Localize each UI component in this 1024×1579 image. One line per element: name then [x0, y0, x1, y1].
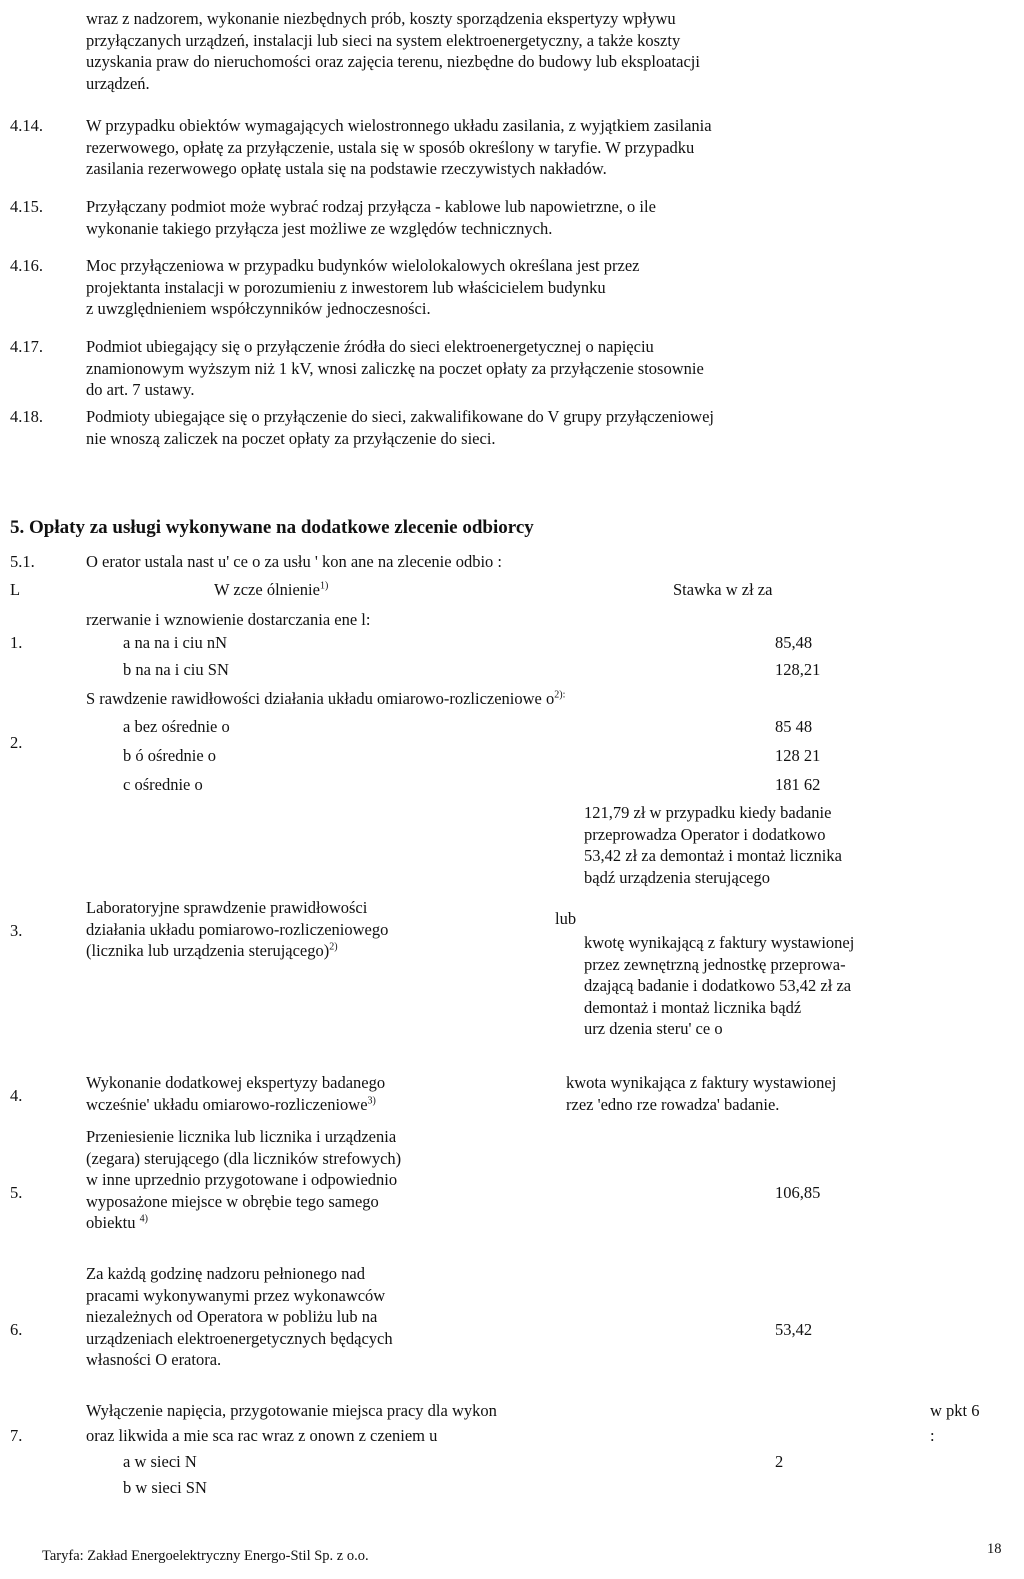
row-value: 106,85: [775, 1183, 821, 1202]
clause-line: z uwzględnieniem współczynników jednoczesności.: [86, 299, 431, 318]
intro-line: wraz z nadzorem, wykonanie niezbędnych prób, koszty sporządzenia ekspertyzy wpływu: [86, 9, 676, 28]
footnote-ref: 2): [329, 941, 338, 953]
subitem-value: 128 21: [775, 746, 821, 765]
subitem-value: 85,48: [775, 633, 813, 652]
subitem-label: b w sieci SN: [123, 1478, 207, 1497]
clause-line: projektanta instalacji w porozumieniu z inwestorem lub właścicielem budynku: [86, 277, 606, 297]
clause-number: 4.16.: [10, 256, 43, 275]
clause-line: rezerwowego, opłatę za przyłączenie, ustala się w sposób określony w taryfie. W przypadku: [86, 137, 695, 157]
page-number: 18: [987, 1541, 1002, 1557]
subitem-label: c ośrednie o: [123, 775, 203, 794]
subitem-value: 128,21: [775, 660, 821, 679]
section-5-heading: 5. Opłaty za usługi wykonywane na dodatkowe zlecenie odbiorcy: [10, 517, 534, 538]
subitem-label: a w sieci N: [123, 1452, 197, 1471]
clause-line: nie wnoszą zaliczek na poczet opłaty za przyłączenie do sieci.: [86, 428, 496, 448]
clause-line: wykonanie takiego przyłącza jest możliwe ze względów technicznych.: [86, 218, 553, 238]
footnote-ref: 2):: [554, 689, 566, 701]
clause-number: 4.17.: [10, 337, 43, 356]
row-title-colon: :: [930, 1426, 935, 1445]
row-title: rzerwanie i wznowienie dostarczania ene l:: [86, 610, 371, 629]
row-title: Wyłączenie napięcia, przygotowanie miejsca pracy dla wykon: [86, 1401, 497, 1420]
footnote-ref: 1): [319, 580, 329, 592]
clause-line: Moc przyłączeniowa w przypadku budynków wielolokalowych określana jest przez: [86, 256, 640, 275]
intro-line: przyłączanych urządzeń, instalacji lub sieci na system elektroenergetyczny, a także koszty: [86, 30, 681, 50]
row-number: 2.: [10, 733, 23, 752]
footnote-ref: 4): [139, 1213, 148, 1225]
clause-line: Podmiot ubiegający się o przyłączenie źródła do sieci elektroenergetycznej o napięciu: [86, 337, 654, 356]
intro-line: uzyskania praw do nieruchomości oraz zajęcia terenu, niezbędne do budowy lub eksploatacji: [86, 52, 700, 71]
clause-5-1-text: O erator ustala nast u' ce o za usłu ' kon ane na zlecenie odbio :: [86, 552, 502, 571]
clause-line: znamionowym wyższym niż 1 kV, wnosi zaliczkę na poczet opłaty za przyłączenie stosownie: [86, 358, 704, 378]
clause-line: W przypadku obiektów wymagających wielostronnego układu zasilania, z wyjątkiem zasilania: [86, 116, 712, 135]
clause-number: 4.14.: [10, 116, 43, 135]
clause-line: Przyłączany podmiot może wybrać rodzaj przyłącza - kablowe lub napowietrzne, o ile: [86, 197, 656, 216]
intro-line: urządzeń.: [86, 73, 150, 93]
row-number: 4.: [10, 1086, 23, 1105]
subitem-value: 181 62: [775, 775, 821, 794]
footer-text: Taryfa: Zakład Energoelektryczny Energo-Stil Sp. z o.o.: [42, 1548, 369, 1564]
header-description: W zcze ólnienie$^{1)}$: [214, 580, 329, 599]
clause-line: zasilania rezerwowego opłatę ustala się na podstawie rzeczywistych nakładów.: [86, 159, 607, 178]
row-number: 3.: [10, 921, 23, 940]
row-value: 53,42: [775, 1320, 813, 1339]
row-title-line2: oraz likwida a mie sca rac wraz z onown z czeniem u: [86, 1426, 438, 1445]
rate-or-word: lub: [555, 909, 577, 928]
subitem-label: a bez ośrednie o: [123, 717, 230, 736]
intro-paragraph: [86, 8, 1014, 94]
header-rate: Stawka w zł za: [673, 580, 773, 599]
clause-number: 5.1.: [10, 552, 35, 571]
row-number: 5.: [10, 1183, 23, 1202]
row-number: 7.: [10, 1426, 23, 1445]
row-title-continuation: w pkt 6: [930, 1401, 980, 1420]
clause-line: Podmioty ubiegające się o przyłączenie do sieci, zakwalifikowane do V grupy przyłączeniowej: [86, 407, 714, 426]
subitem-label: b na na i ciu SN: [123, 660, 229, 679]
row-description: Przeniesienie licznika lub licznika i urządzenia (zegara) sterującego (dla liczników strefowych) w inne uprzednio przygotowane i odpowiednio wyposażone miejsce w obrębie tego samego obiektu $^{4)}$: [86, 1127, 402, 1232]
subitem-value: 2: [775, 1452, 784, 1471]
row-description: Laboratoryjne sprawdzenie prawidłowości działania układu pomiarowo-rozliczeniowego (licznika lub urządzenia sterującego)$^{2)}$: [86, 898, 389, 960]
row-title: S rawdzenie rawidłowości działania układu omiarowo-rozliczeniowe $o^{2):}$: [86, 689, 566, 708]
row-description: Za każdą godzinę nadzoru pełnionego nad pracami wykonywanymi przez wykonawców niezależnych od Operatora w pobliżu lub na urządzeniach elektroenergetycznych będących własności O eratora.: [86, 1264, 393, 1369]
row-description: Wykonanie dodatkowej ekspertyzy badanego wcześnie' układu omiarowo-rozliczeniowe$^{3)}$: [86, 1073, 386, 1114]
row-number: 1.: [10, 633, 23, 652]
rate-text: kwota wynikająca z faktury wystawionej rzez 'edno rze rowadza' badanie.: [566, 1073, 837, 1114]
clause-number: 4.18.: [10, 407, 43, 426]
header-lp: L: [10, 580, 21, 599]
clause-line: do art. 7 ustawy.: [86, 380, 195, 399]
row-number: 6.: [10, 1320, 23, 1339]
rate-text-operator: 121,79 zł w przypadku kiedy badanie przeprowadza Operator i dodatkowo 53,42 zł za demontaż i montaż licznika bądź urządzenia sterującego: [584, 803, 842, 887]
subitem-label: b ó ośrednie o: [123, 746, 217, 765]
subitem-value: 85 48: [775, 717, 813, 736]
rate-text-external: kwotę wynikającą z faktury wystawionej przez zewnętrzną jednostkę przeprowa- dzającą badanie i dodatkowo 53,42 zł za demontaż i montaż licznika bądź urz dzenia steru' ce o: [584, 933, 855, 1038]
footnote-ref: 3): [367, 1095, 376, 1106]
clause-number: 4.15.: [10, 197, 43, 216]
subitem-label: a na na i ciu nN: [123, 633, 228, 652]
